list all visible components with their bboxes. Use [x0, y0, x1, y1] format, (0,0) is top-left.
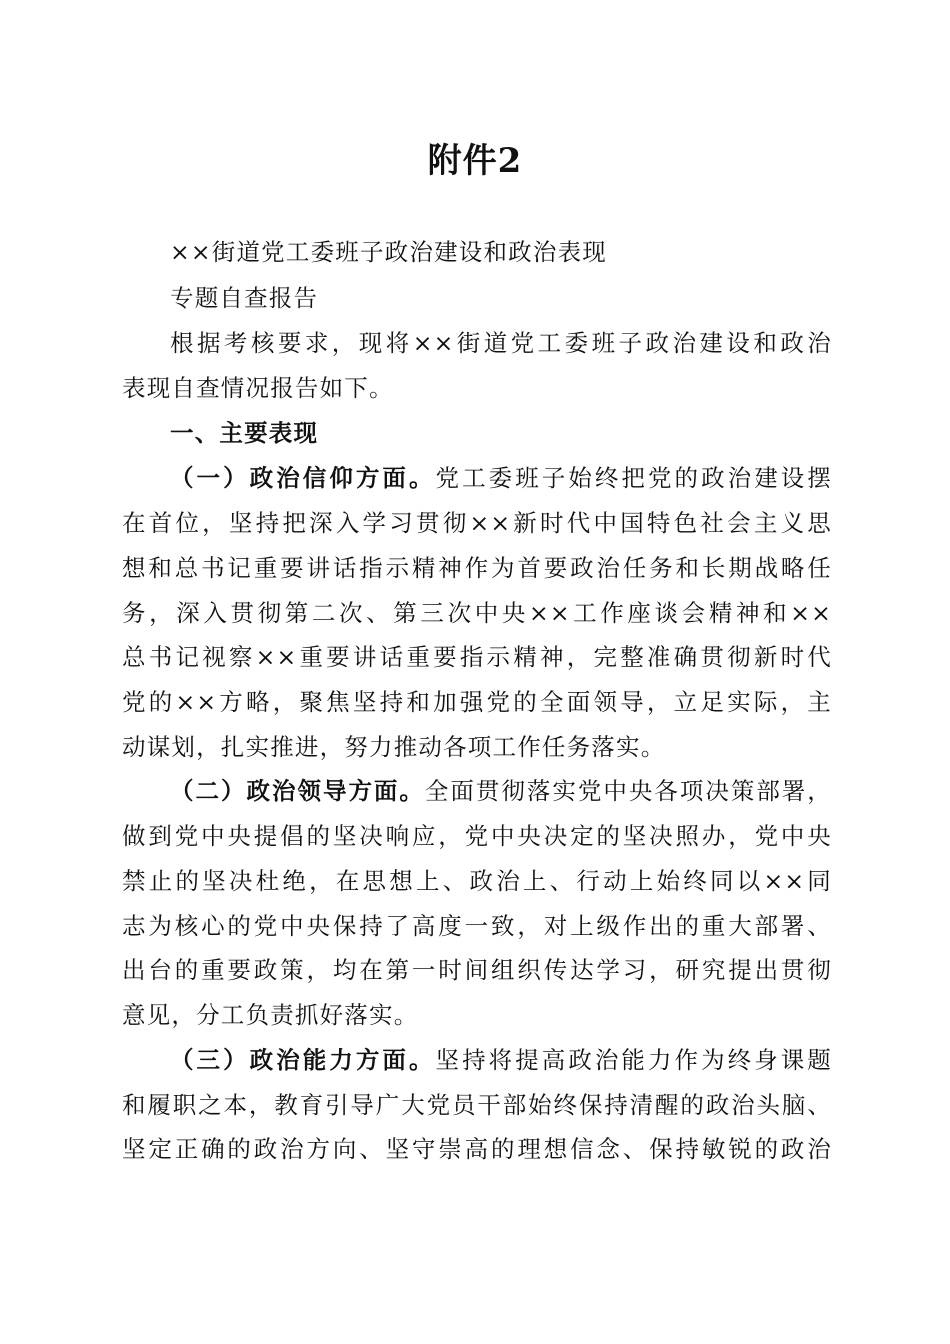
- paragraph-1-line-1: [170, 463, 832, 493]
- paragraph-1-line-3: 想和总书记重要讲话指示精神作为首要政治任务和长期战略任: [122, 554, 832, 582]
- paragraph-3-line-3: 坚定正确的政治方向、坚守崇高的理想信念、保持敏锐的政治: [122, 1135, 832, 1163]
- paragraph-1-line-2: 在首位，坚持把深入学习贯彻××新时代中国特色社会主义思: [122, 509, 832, 537]
- paragraph-3-heading: （三）政治能力方面。: [170, 1046, 436, 1074]
- paragraph-3-line-1: [170, 1045, 832, 1075]
- paragraph-2-line-3: 禁止的坚决杜绝，在思想上、政治上、行动上始终同以××同: [122, 867, 832, 895]
- paragraph-2-heading: （二）政治领导方面。: [170, 777, 425, 805]
- paragraph-2-line-6: 意见，分工负责抓好落实。: [122, 1001, 419, 1029]
- paragraph-1-line-5: 总书记视察××重要讲话重要指示精神，完整准确贯彻新时代: [122, 643, 832, 671]
- paragraph-2-line-1: [170, 776, 832, 806]
- intro-line-1: 根据考核要求，现将××街道党工委班子政治建设和政治: [170, 329, 832, 357]
- paragraph-2-line-5: 出台的重要政策，均在第一时间组织传达学习，研究提出贯彻: [122, 956, 832, 984]
- paragraph-3-text: 坚持将提高政治能力作为终身课题: [435, 1046, 833, 1074]
- report-title-line-2: 专题自查报告: [170, 284, 319, 312]
- paragraph-3-line-2: 和履职之本，教育引导广大党员干部始终保持清醒的政治头脑、: [122, 1091, 832, 1119]
- paragraph-2-line-2: 做到党中央提倡的坚决响应，党中央决定的坚决照办，党中央: [122, 822, 832, 850]
- report-title-line-1: ××街道党工委班子政治建设和政治表现: [170, 238, 607, 266]
- paragraph-2-line-4: 志为核心的党中央保持了高度一致，对上级作出的重大部署、: [122, 912, 832, 940]
- attachment-title: 附件2: [427, 141, 523, 181]
- paragraph-1-heading: （一）政治信仰方面。: [170, 464, 436, 492]
- paragraph-1-line-6: 党的××方略，聚焦坚持和加强党的全面领导，立足实际，主: [122, 688, 832, 716]
- intro-line-2: 表现自查情况报告如下。: [122, 374, 394, 402]
- paragraph-1-line-4: 务，深入贯彻第二次、第三次中央××工作座谈会精神和××: [122, 599, 832, 627]
- paragraph-2-text: 全面贯彻落实党中央各项决策部署，: [424, 777, 832, 805]
- paragraph-1-line-7: 动谋划，扎实推进，努力推动各项工作任务落实。: [122, 733, 666, 761]
- paragraph-1-text: 党工委班子始终把党的政治建设摆: [435, 464, 833, 492]
- section-heading: 一、主要表现: [170, 419, 319, 447]
